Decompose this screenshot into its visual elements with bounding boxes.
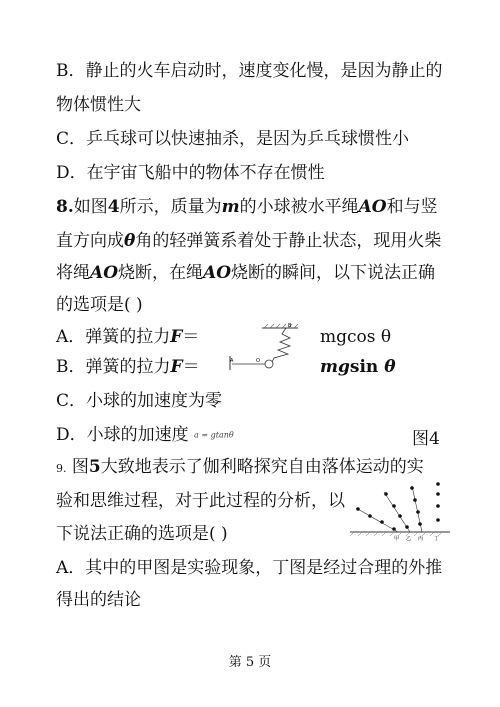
figure-4-caption: 图4 [412, 429, 440, 449]
var-ao: AO [358, 197, 387, 217]
figure-ref: 4 [107, 197, 120, 217]
text: A．弹簧的拉力 [56, 327, 171, 347]
text: 烧断的瞬间，以下说法正确 [231, 263, 435, 283]
question-number: 8. [56, 197, 74, 217]
figure-ref: 5 [88, 457, 101, 477]
ceiling-hatch [264, 324, 298, 328]
label-o: O [256, 358, 260, 364]
question-8-line2 [56, 230, 441, 252]
text: 如图 [73, 197, 108, 217]
text: 直方向成 [56, 231, 124, 251]
label-yi: 乙 [406, 536, 412, 542]
text: D．小球的加速度 [56, 425, 189, 445]
var-f: F [170, 357, 183, 377]
option-c-8: C．小球的加速度为零 [56, 391, 223, 411]
text: 大致地表示了伽利略探究自由落体运动的实 [100, 457, 424, 477]
text: sin [349, 357, 385, 377]
question-9-line1 [56, 456, 424, 480]
var-m: m [221, 197, 240, 217]
option-b-8 [56, 356, 200, 378]
option-b-8-value [320, 356, 396, 378]
option-a-8-value: mgcos θ [320, 327, 392, 347]
text: 的小球被水平绳 [239, 197, 359, 217]
var-theta: θ [124, 231, 136, 251]
option-d-8 [56, 424, 234, 447]
text: 所示，质量为 [119, 197, 222, 217]
text: 和与竖 [386, 197, 438, 217]
question-8-line1 [56, 196, 438, 218]
figure-4-diagram [226, 322, 306, 372]
option-a-9-line1: A．其中的甲图是实验现象，丁图是经过合理的外推 [56, 558, 443, 578]
var-ao: AO [90, 263, 118, 283]
ball [265, 360, 273, 368]
label-ding: 丁 [434, 536, 440, 542]
text: ＝ [182, 327, 200, 347]
option-c: C．乒乓球可以快速抽杀，是因为乒乓球惯性小 [56, 129, 410, 149]
question-8-line4: 的选项是( ) [56, 295, 143, 315]
text: 将绳 [56, 263, 90, 283]
formula: a = gtanθ [194, 430, 234, 440]
option-b-line1: B．静止的火车启动时，速度变化慢，是因为静止的 [56, 61, 443, 81]
var-theta: θ [384, 357, 396, 377]
option-b-line2: 物体惯性大 [56, 95, 141, 115]
slope-bing [410, 486, 422, 532]
text: 角的轻弹簧系着处于静止状态，现用火柴 [135, 231, 442, 251]
spring [272, 328, 290, 362]
text: 图 [71, 457, 89, 477]
text: B．弹簧的拉力 [56, 357, 171, 377]
label-bing: 丙 [418, 536, 424, 542]
text: 烧断，在绳 [118, 263, 203, 283]
text: ＝ [182, 357, 200, 377]
question-8-line3 [56, 262, 435, 284]
question-number: 9. [56, 462, 67, 475]
option-a-9-line2: 得出的结论 [56, 590, 141, 610]
option-a-8 [56, 326, 199, 348]
fall-ding [436, 482, 440, 522]
var-f: F [170, 327, 183, 347]
label-a: A [230, 358, 234, 364]
question-9-line2: 验和思维过程，对于此过程的分析，以 [56, 491, 345, 511]
figure-5-diagram [350, 478, 450, 542]
option-d: D．在宇宙飞船中的物体不存在惯性 [56, 163, 325, 183]
var-ao: AO [203, 263, 231, 283]
label-jia: 甲 [394, 536, 400, 542]
page-footer: 第 5 页 [228, 655, 272, 670]
var-mg: mg [320, 357, 350, 377]
question-9-line3: 下说法正确的选项是( ) [56, 524, 228, 544]
slope-jia [356, 507, 398, 532]
label-b: B [288, 323, 292, 329]
